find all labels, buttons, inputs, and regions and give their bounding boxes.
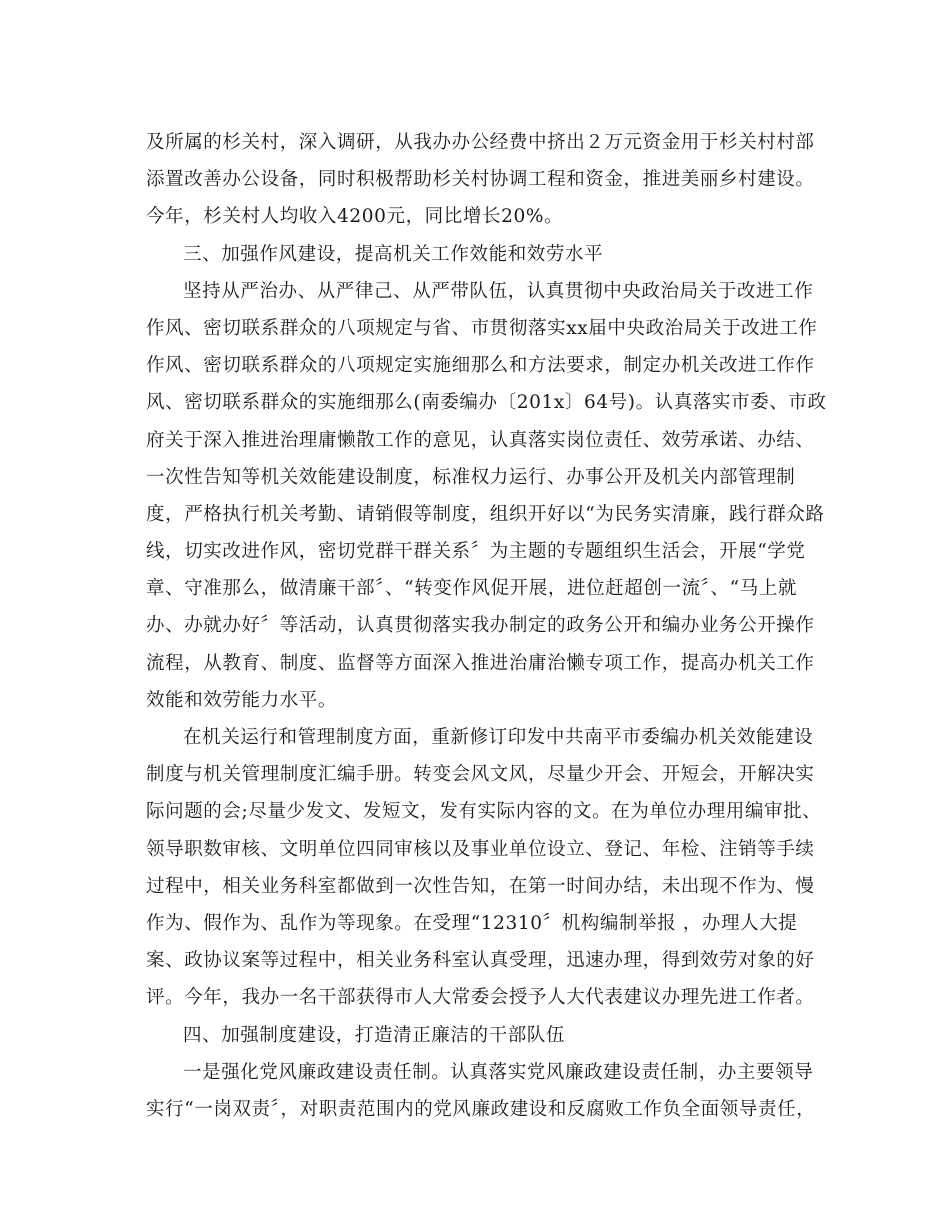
text-line: 四、加强制度建设，打造清正廉洁的干部队伍	[183, 1024, 566, 1046]
text-line: 在机关运行和管理制度方面，重新修订印发中共南平市委编办机关效能建设	[183, 727, 814, 748]
text-line: 效能和效劳能力水平。	[146, 689, 338, 711]
text-line: 一是强化党风廉政建设责任制。认真落实党风廉政建设责任制，办主要领导	[183, 1061, 814, 1083]
text-line: 案、政协议案等过程中，相关业务科室认真受理，迅速办理，得到效劳对象的好	[146, 950, 815, 972]
text-line: 三、加强作风建设，提高机关工作效能和效劳水平	[183, 243, 604, 265]
text-line: 度，严格执行机关考勤、请销假等制度，组织开好以“为民务实清廉，践行群众路	[146, 503, 825, 525]
text-line: 流程，从教育、制度、监督等方面深入推进治庸治懒专项工作，提高办机关工作	[146, 652, 815, 674]
text-line: 评。今年，我办一名干部获得市人大常委会授予人大代表建议办理先进工作者。	[146, 987, 815, 1009]
text-line: 风、密切联系群众的实施细那么(南委编办〔201x〕64号)。认真落实市委、市政	[146, 392, 827, 414]
text-line: 际问题的会;尽量少发文、发短文，发有实际内容的文。在为单位办理用编审批、	[146, 801, 822, 823]
text-line: 及所属的杉关村，深入调研，从我办办公经费中挤出２万元资金用于杉关村村部	[146, 132, 815, 153]
text-line: 添置改善办公设备，同时积极帮助杉关村协调工程和资金，推进美丽乡村建设。	[146, 169, 815, 191]
text-line: 办、办就办好〞等活动，认真贯彻落实我办制定的政务公开和编办业务公开操作	[146, 615, 815, 637]
text-line: 府关于深入推进治理庸懒散工作的意见，认真落实岗位责任、效劳承诺、办结、	[146, 429, 815, 451]
text-line: 作风、密切联系群众的八项规定实施细那么和方法要求，制定办机关改进工作作	[146, 355, 815, 377]
text-line: 今年，杉关村人均收入4200元，同比增长20%。	[146, 206, 564, 228]
text-line: 过程中，相关业务科室都做到一次性告知，在第一时间办结，未出现不作为、慢	[146, 875, 815, 897]
text-line: 坚持从严治办、从严律己、从严带队伍，认真贯彻中央政治局关于改进工作	[183, 280, 814, 302]
document-body	[146, 124, 827, 1128]
text-line: 线，切实改进作风，密切党群干群关系〞为主题的专题组织生活会，开展“学党	[146, 541, 806, 563]
text-line: 作为、假作为、乱作为等现象。在受理“12310〞机构编制举报 ，办理人大提	[146, 912, 798, 934]
text-line: 实行“一岗双责〞，对职责范围内的党风廉政建设和反腐败工作负全面领导责任，	[146, 1098, 816, 1120]
text-line: 领导职数审核、文明单位四同审核以及事业单位设立、登记、年检、注销等手续	[146, 838, 815, 860]
text-line: 制度与机关管理制度汇编手册。转变会风文风，尽量少开会、开短会，开解决实	[146, 764, 815, 786]
text-line: 章、守准那么，做清廉干部〞、“转变作风促开展，进位赶超创一流〞、“马上就	[146, 578, 798, 600]
text-line: 一次性告知等机关效能建设制度，标准权力运行、办事公开及机关内部管理制	[146, 466, 796, 488]
text-line: 作风、密切联系群众的八项规定与省、市贯彻落实xx届中央政治局关于改进工作	[146, 317, 818, 339]
